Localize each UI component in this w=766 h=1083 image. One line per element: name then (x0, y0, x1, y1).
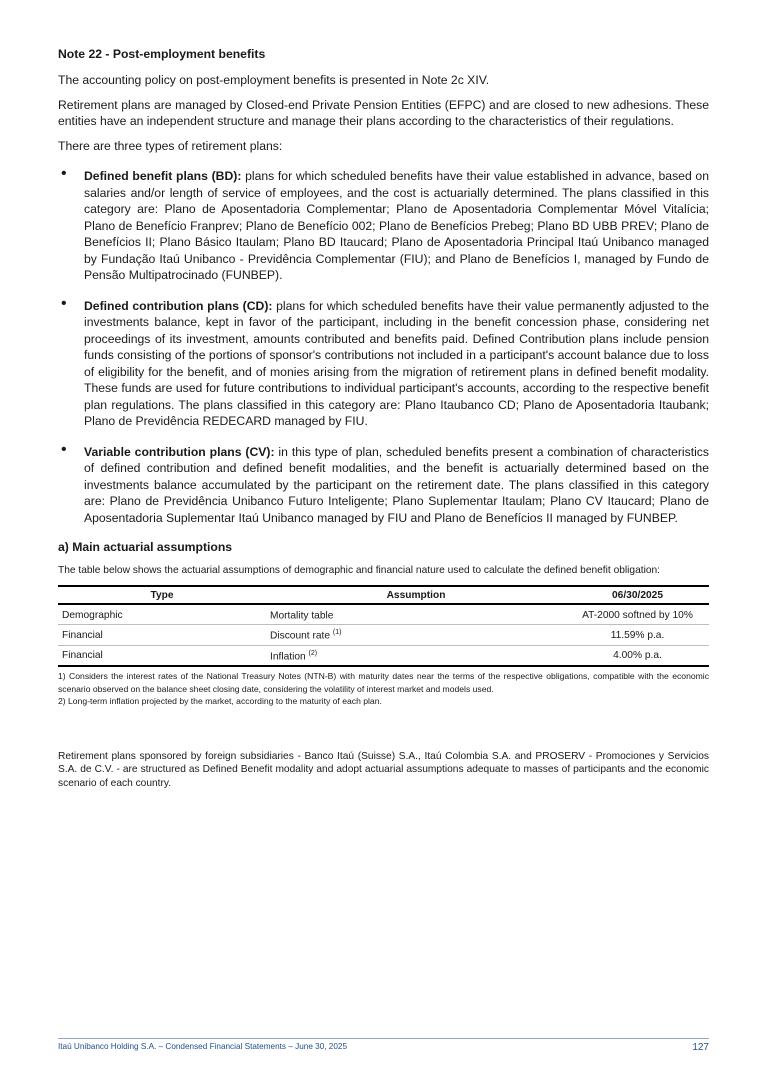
cell-assumption: Discount rate $^{(1)}$ (266, 625, 566, 645)
cell-type: Demographic (58, 604, 266, 625)
cell-type: Financial (58, 645, 266, 666)
header-assumption: Assumption (266, 586, 566, 604)
bullet-lead: Variable contribution plans (CV): (84, 444, 275, 459)
bullet-text: in this type of plan, scheduled benefits present a combination of characteristics of defined contribution and defined benefit modalities, and the benefit is actuarially determined based on the investments balance accumulated by the participant on the retirement date. The plans classified in this category are: Plano de Previdência Unibanco Futuro Inteligente; Plano Suplementar Itaulam; Plano CV Itaucard; Plano de Aposentadoria Suplementar Itaú Unibanco managed by FIU and Plano de Benefícios II managed by FUNBEP. (84, 444, 709, 525)
bullet-variable-contribution (58, 440, 709, 527)
foreign-plans-paragraph: Retirement plans sponsored by foreign subsidiaries - Banco Itaú (Suisse) S.A., Itaú Colombia S.A. and PROSERV - Promociones y Servicios S.A. de C.V. - are structured as Defined Benefit modality and adopt actuarial assumptions adequate to masses of participants and the economic scenario of each country. (58, 750, 709, 789)
bullet-lead: Defined benefit plans (BD): (84, 169, 242, 183)
cell-value: AT-2000 softned by 10% (566, 604, 709, 625)
footer-divider (58, 1038, 709, 1039)
page-number: 127 (692, 1042, 709, 1053)
table-header-row (58, 586, 709, 604)
cell-value: 11.59% p.a. (566, 625, 709, 645)
table-intro: The table below shows the actuarial assumptions of demographic and financial nature used to calculate the defined benefit obligation: (58, 565, 661, 576)
footnote-marker: (1) (332, 629, 342, 637)
table-footnotes (58, 670, 709, 708)
bullet-text: plans for which scheduled benefits have their value established in advance, based on salaries and/or length of service of employees, and the cost is actuarially determined. The plans classified in this category are: Plano de Aposentadoria Complementar; Plano de Aposentadoria Complementar Móvel Vitalícia; Plano de Benefício Franprev; Plano de Benefício 002; Plano de Benefícios Prebeg; Plano BD UBB PREV; Plano de Benefícios II; Plano Básico Itaulam; Plano BD Itaucard; Plano de Aposentadoria Principal Itaú Unibanco managed by Fundação Itaú Unibanco - Previdência Complementar (FIU); and Plano de Benefícios I, managed by Fundo de Pensão Multipatrocinado (FUNBEP). (84, 169, 709, 282)
cell-assumption: Inflation $^{(2)}$ (266, 645, 566, 666)
footnote-marker: (2) (308, 649, 318, 657)
footnote: 2) Long-term inflation projected by the market, according to the maturity of each plan. (58, 696, 382, 707)
footnote: 1) Considers the interest rates of the National Treasury Notes (NTN-B) with maturity dates near the terms of the respective obligations, compatible with the economic scenario observed on the balance sheet closing date, considering the volatility of interest market and models used. (58, 671, 709, 694)
intro-paragraph: There are three types of retirement plans: (58, 138, 283, 153)
bullet-lead: Defined contribution plans (CD): (84, 298, 273, 313)
note-title: Note 22 - Post-employment benefits (58, 47, 266, 61)
header-type: Type (58, 586, 266, 604)
intro-paragraph: Retirement plans are managed by Closed-end Private Pension Entities (EFPC) and are closed to new adhesions. These entities have an independent structure and manage their plans according to the characteristics of their regulations. (58, 97, 709, 128)
bullet-defined-benefit (58, 165, 709, 284)
footer-text: Itaú Unibanco Holding S.A. – Condensed Financial Statements – June 30, 2025 (58, 1042, 348, 1051)
bullet-text: plans for which scheduled benefits have their value permanently adjusted to the investments balance, kept in favor of the participant, including in the benefit concession phase, considering net proceedings of its investment, amounts contributed and benefits paid. Defined Contribution plans include pension funds consisting of the portions of sponsor's contributions not included in a participant's account balance due to loss of eligibility for the benefit, and of monies arising from the migration of retirement plans in defined benefit modality. These funds are used for future contributions to individual participant's accounts, according to the respective benefit plan regulations. The plans classified in this category are: Plano Itaubanco CD; Plano de Aposentadoria Itaubank; Plano de Previdência REDECARD managed by FIU. (84, 298, 709, 428)
header-date: 06/30/2025 (566, 586, 709, 604)
actuarial-assumptions-table (58, 585, 709, 667)
bullet-icon: • (61, 165, 67, 182)
bullet-icon: • (61, 294, 67, 312)
section-a-title: a) Main actuarial assumptions (58, 540, 233, 554)
cell-assumption: Mortality table (266, 604, 566, 625)
page-content (58, 46, 709, 790)
cell-value: 4.00% p.a. (566, 645, 709, 666)
table-row (58, 625, 709, 645)
table-row (58, 604, 709, 625)
intro-paragraph: The accounting policy on post-employment benefits is presented in Note 2c XIV. (58, 73, 490, 87)
cell-type: Financial (58, 625, 266, 645)
table-row (58, 645, 709, 666)
bullet-icon: • (61, 440, 67, 458)
bullet-defined-contribution (58, 294, 709, 430)
